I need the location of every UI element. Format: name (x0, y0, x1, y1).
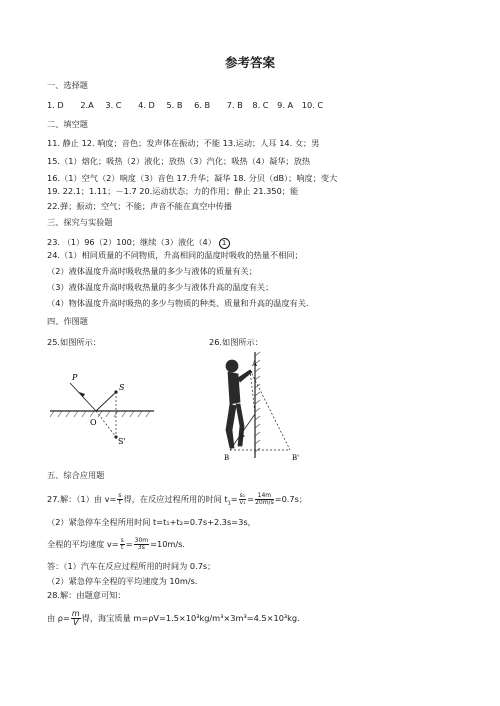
fraction: $\frac{m}{V}$ (71, 609, 80, 627)
q24-line-3: （3）液体温度升高时吸收热量的多少与液体升高的温度有关； (47, 282, 274, 292)
label-s: S (119, 383, 125, 392)
fraction: $\frac{s}{t}$ (120, 537, 124, 551)
person-figure (226, 360, 252, 448)
label-b-prime: B' (292, 454, 300, 462)
section-drawing: 四、作图题 (47, 316, 88, 326)
fill-answer-15: 15.（1）熔化；吸热（2）液化；放热（3）汽化；吸热（4）凝华；放热 (47, 156, 311, 166)
mc-answer: 7. B (226, 100, 243, 110)
label-o: O (90, 418, 97, 427)
fraction: $\frac{30m}{3s}$ (134, 537, 149, 551)
figure-26-mirror-image (210, 350, 310, 470)
q27-answer-2: （2）紧急停车全程的平均速度为 10m/s． (47, 576, 204, 586)
section-experiment: 三、探究与实验题 (47, 217, 113, 227)
mc-answer: 4. D (138, 100, 155, 110)
mc-answer: 10. C (301, 100, 324, 110)
q27-step-3: 全程的平均速度 v= $\frac{s}{t}$ = $\frac{30m}{3s}$ =10m/s． (47, 537, 191, 551)
fill-answer-11-14: 11. 静止 12. 响度；音色；发声体在振动；不能 13.运动；人耳 14. 女；男 (47, 138, 320, 148)
mc-answer: 9. A (277, 100, 294, 110)
q28-solution: 由 ρ= $\frac{m}{V}$ 得，海宝质量 m=ρV=1.5×10³kg/m³×3m³=4.5×10³kg． (47, 609, 306, 627)
q27-answer-1: 答：（1）汽车在反应过程所用的时间为 0.7s； (47, 561, 216, 571)
mc-answer: 2.A (80, 100, 94, 110)
q23-answer (47, 237, 230, 249)
q24-line-1: 24.（1）相同质量的不同物质，升高相同的温度时吸收的热量不相同； (47, 250, 303, 260)
q27-step-2: （2）紧急停车全程所用时间 t=t₁+t₂=0.7s+2.3s=3s， (47, 517, 256, 527)
section-fill: 二、填空题 (47, 119, 88, 129)
label-p: P (72, 373, 78, 382)
fraction: $\frac{\text{s₁}}{\text{v₁}}$ (239, 492, 246, 506)
mc-answer: 5. B (166, 100, 183, 110)
label-a: A (252, 360, 258, 368)
circled-number: 1 (219, 238, 230, 249)
q26-label: 26.如图所示： (209, 337, 263, 347)
q23-text: 23. （1）96（2）100；继续（3）液化（4） (47, 237, 216, 247)
q28-intro: 28.解：由题意可知： (47, 590, 126, 600)
label-s-prime: S' (118, 437, 126, 446)
page-title: 参考答案 (224, 55, 275, 70)
fill-answer-22: 22.弹；振动；空气；不能；声音不能在真空中传播 (47, 201, 232, 211)
label-b: B (224, 454, 230, 462)
fraction: $\frac{s}{t}$ (118, 492, 122, 506)
fill-answer-16-18: 16.（1）空气（2）响度（3）音色 17.升华；凝华 18. 分贝（dB）；响度；变大 (47, 173, 338, 183)
q27-step-1: 27.解：（1）由 v= $\frac{s}{t}$ 得，在反应过程所用的时间 $t_1=$ $\frac{\text{s₁}}{\text{v₁}}$ = $\frac{14m}{20m/s}$ =0.7s； (47, 492, 308, 507)
mc-answer: 3. C (105, 100, 122, 110)
mc-answer: 6. B (194, 100, 211, 110)
mc-answer: 1. D (47, 100, 64, 110)
mc-answers-row (47, 100, 323, 111)
q25-label: 25.如图所示： (47, 337, 101, 347)
mc-answer: 8. C (252, 100, 269, 110)
q27-text: 27.解：（1）由 v= (47, 494, 117, 504)
section-choice: 一、选择题 (47, 80, 88, 90)
q24-line-2: （2）液体温度升高时吸收热量的多少与液体的质量有关； (47, 266, 257, 276)
section-application: 五、综合应用题 (47, 470, 105, 480)
fraction: $\frac{14m}{20m/s}$ (255, 492, 274, 506)
fill-answer-19-21: 19. 22.1；1.11；－1.7 20.运动状态；力的作用；静止 21.350；能 (47, 186, 299, 196)
q24-line-4: （4）物体温度升高时吸热的多少与物质的种类、质量和升高的温度有关. (47, 298, 309, 308)
figure-25-reflection (50, 365, 180, 455)
